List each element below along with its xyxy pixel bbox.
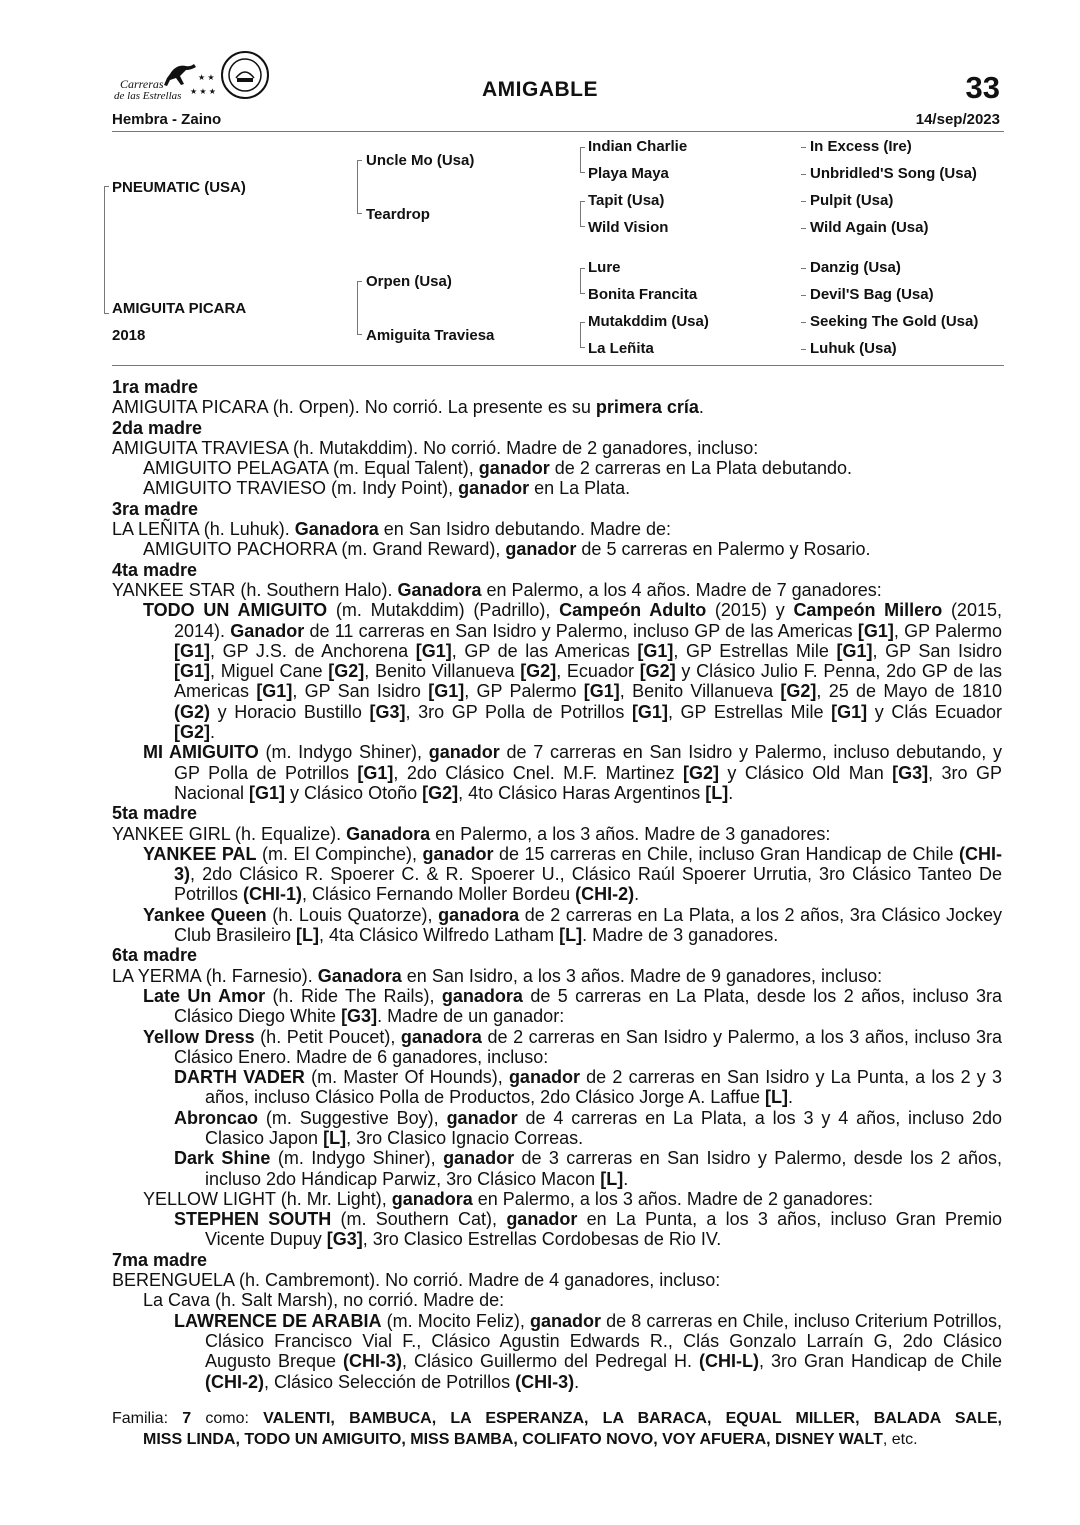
produce-paragraph: LA LEÑITA (h. Luhuk). Ganadora en San Isidro debutando. Madre de: bbox=[112, 519, 671, 540]
produce-paragraph: LA YERMA (h. Farnesio). Ganadora en San Isidro, a los 3 años. Madre de 9 ganadores, incluso: bbox=[112, 965, 883, 986]
svg-text:Carreras: Carreras bbox=[120, 77, 164, 91]
bracket bbox=[580, 172, 585, 173]
dam-heading: 3ra madre bbox=[112, 498, 199, 519]
produce-paragraph: AMIGUITO PACHORRA (m. Grand Reward), ganador de 5 carreras en Palermo y Rosario. bbox=[143, 539, 871, 560]
divider bbox=[112, 365, 1004, 366]
produce-paragraph: YELLOW LIGHT (h. Mr. Light), ganadora en Palermo, a los 3 años. Madre de 2 ganadores: bbox=[143, 1188, 874, 1209]
pedigree-g3: La Leñita bbox=[588, 340, 654, 357]
produce-paragraph: Dark Shine (m. Indygo Shiner), ganador de 3 carreras en San Isidro y Palermo, desde los 2 años, incluso 2do Hándicap Parwiz, 3ro Clásico Macon [L]. bbox=[174, 1148, 1002, 1189]
sale-date: 14/sep/2023 bbox=[915, 111, 1000, 128]
familia-label: Familia: bbox=[112, 1410, 169, 1427]
pedigree-g4: Danzig (Usa) bbox=[810, 259, 901, 276]
divider bbox=[112, 131, 1004, 132]
family-footer bbox=[112, 1408, 1002, 1450]
svg-text:★ ★ ★: ★ ★ ★ bbox=[190, 87, 216, 96]
bracket bbox=[580, 201, 585, 202]
pedigree-g2: Uncle Mo (Usa) bbox=[366, 152, 475, 169]
bracket bbox=[357, 281, 358, 335]
bracket bbox=[801, 295, 806, 296]
bracket bbox=[357, 160, 358, 214]
bracket bbox=[580, 347, 585, 348]
bracket bbox=[357, 334, 362, 335]
bracket bbox=[580, 322, 581, 348]
bracket bbox=[580, 268, 585, 269]
bracket bbox=[580, 226, 585, 227]
dam-name: AMIGUITA PICARA bbox=[112, 300, 247, 317]
bracket bbox=[104, 313, 109, 314]
pedigree-g4: Wild Again (Usa) bbox=[810, 219, 929, 236]
produce-paragraph: AMIGUITA TRAVIESA (h. Mutakddim). No corrió. Madre de 2 ganadores, incluso: bbox=[112, 437, 759, 458]
produce-paragraph: Late Un Amor (h. Ride The Rails), ganadora de 5 carreras en La Plata, desde los 2 años, incluso 3ra Clásico Diego White [G3]. Madre de un ganador: bbox=[143, 985, 1003, 1027]
sex-coat: Hembra - Zaino bbox=[112, 111, 222, 128]
bracket bbox=[580, 322, 585, 323]
dam-heading: 5ta madre bbox=[112, 803, 198, 824]
pedigree-g3: Indian Charlie bbox=[588, 138, 688, 155]
pedigree-g3: Tapit (Usa) bbox=[588, 192, 665, 209]
bracket bbox=[801, 268, 806, 269]
dam-heading: 6ta madre bbox=[112, 945, 198, 966]
familia-como: como: bbox=[205, 1410, 249, 1427]
produce-paragraph: Yellow Dress (h. Petit Poucet), ganadora de 2 carreras en San Isidro y Palermo, a los 3 años, incluso 3ra Clásico Enero. Madre de 6 ganadores, incluso: bbox=[143, 1026, 1003, 1067]
produce-paragraph: DARTH VADER (m. Master Of Hounds), ganador de 2 carreras en San Isidro y La Punta, a los 2 y 3 años, incluso Clásico Polla de Productos, 2do Clásico Jorge A. Laffue [L]. bbox=[174, 1067, 1003, 1108]
pedigree-g3: Bonita Francita bbox=[588, 286, 698, 303]
bracket bbox=[801, 201, 806, 202]
produce-paragraph: AMIGUITA PICARA (h. Orpen). No corrió. La presente es su primera cría. bbox=[112, 397, 704, 418]
dam-heading: 7ma madre bbox=[112, 1249, 208, 1270]
familia-names-1: VALENTI, BAMBUCA, LA ESPERANZA, LA BARACA, EQUAL MILLER, BALADA SALE, bbox=[263, 1410, 1002, 1427]
produce-paragraph: BERENGUELA (h. Cambremont). No corrió. Madre de 4 ganadores, incluso: bbox=[112, 1270, 721, 1291]
bracket bbox=[104, 186, 105, 314]
bracket bbox=[357, 281, 362, 282]
pedigree-g4: Luhuk (Usa) bbox=[810, 340, 897, 357]
svg-text:★ ★: ★ ★ bbox=[198, 73, 215, 82]
bracket bbox=[801, 174, 806, 175]
pedigree-g3: Lure bbox=[588, 259, 621, 276]
familia-number: 7 bbox=[182, 1410, 192, 1427]
bracket bbox=[580, 293, 585, 294]
produce-paragraph: LAWRENCE DE ARABIA (m. Mocito Feliz), ganador de 8 carreras en Chile, incluso Criterium Potrillos, Clásico Francisco Vial F., Clásico Agustin Edwards R., Clás Gonzalo Larraín G, 2do Clásico Augusto Breque (CHI-3), Clásico Guillermo del Pedregal H. (CHI-L), 3ro Gran Handicap de Chile (CHI-2), Clásico Selección de Potrillos (CHI-3). bbox=[174, 1310, 1002, 1392]
bracket bbox=[801, 349, 806, 350]
produce-paragraph: AMIGUITO PELAGATA (m. Equal Talent), ganador de 2 carreras en La Plata debutando. bbox=[143, 458, 853, 479]
dam-heading: 1ra madre bbox=[112, 377, 199, 397]
familia-names-2: MISS LINDA, TODO UN AMIGUITO, MISS BAMBA, COLIFATO NOVO, VOY AFUERA, DISNEY WALT bbox=[143, 1431, 883, 1448]
produce-paragraph: YANKEE STAR (h. Southern Halo). Ganadora en Palermo, a los 4 años. Madre de 7 ganadores: bbox=[112, 579, 882, 600]
bracket bbox=[580, 147, 585, 148]
bracket bbox=[357, 160, 362, 161]
lot-number: 33 bbox=[965, 70, 1000, 105]
horse-name: AMIGABLE bbox=[482, 78, 598, 101]
pedigree-g4: In Excess (Ire) bbox=[810, 138, 912, 155]
bracket bbox=[801, 322, 806, 323]
pedigree-g4: Pulpit (Usa) bbox=[810, 192, 894, 209]
pedigree-g2: Teardrop bbox=[366, 206, 430, 223]
pedigree-g4: Devil'S Bag (Usa) bbox=[810, 286, 934, 303]
produce-paragraph: AMIGUITO TRAVIESO (m. Indy Point), ganador en La Plata. bbox=[143, 478, 631, 499]
produce-paragraph: YANKEE GIRL (h. Equalize). Ganadora en Palermo, a los 3 años. Madre de 3 ganadores: bbox=[112, 823, 831, 844]
pedigree-g3: Wild Vision bbox=[588, 219, 669, 236]
produce-paragraph: TODO UN AMIGUITO (m. Mutakddim) (Padrillo), Campeón Adulto (2015) y Campeón Millero (2015, 2014). Ganador de 11 carreras en San Isidro y Palermo, incluso GP de las Americas [G1], GP Palermo [G1], GP J.S. de Anchorena [G1], GP de las Americas [G1], GP Estrellas Mile [G1], GP San Isidro [G1], Miguel Cane [G2], Benito Villanueva [G2], Ecuador [G2] y Clásico Julio F. Penna, 2do GP de las Americas [G1], GP San Isidro [G1], GP Palermo [G1], Benito Villanueva [G2], 25 de Mayo de 1810 (G2) y Horacio Bustillo [G3], 3ro GP Polla de Potrillos [G1], GP Estrellas Mile [G1] y Clás Ecuador [G2]. bbox=[143, 600, 1003, 743]
bracket bbox=[357, 213, 362, 214]
pedigree-g4: Unbridled'S Song (Usa) bbox=[810, 165, 977, 182]
pedigree-g4: Seeking The Gold (Usa) bbox=[810, 313, 979, 330]
pedigree-g2: Orpen (Usa) bbox=[366, 273, 452, 290]
produce-paragraph: MI AMIGUITO (m. Indygo Shiner), ganador de 7 carreras en San Isidro y Palermo, incluso debutando, y GP Polla de Potrillos [G1], 2do Clásico Cnel. M.F. Martinez [G2] y Clásico Old Man [G3], 3ro GP Nacional [G1] y Clásico Otoño [G2], 4to Clásico Haras Argentinos [L]. bbox=[143, 742, 1002, 803]
bracket bbox=[801, 147, 806, 148]
familia-etc: , etc. bbox=[882, 1431, 918, 1448]
produce-record bbox=[112, 377, 1002, 1392]
pedigree-g2: Amiguita Traviesa bbox=[366, 327, 495, 344]
pedigree-g3: Mutakddim (Usa) bbox=[588, 313, 709, 330]
produce-paragraph: Abroncao (m. Suggestive Boy), ganador de 4 carreras en La Plata, a los 3 y 4 años, incluso 2do Clasico Japon [L], 3ro Clasico Ignacio Correas. bbox=[174, 1107, 1002, 1148]
bracket bbox=[580, 268, 581, 294]
produce-paragraph: La Cava (h. Salt Marsh), no corrió. Madre de: bbox=[143, 1290, 505, 1311]
sire-name: PNEUMATIC (USA) bbox=[112, 179, 246, 196]
produce-paragraph: STEPHEN SOUTH (m. Southern Cat), ganador en La Punta, a los 3 años, incluso Gran Premio Vicente Dupuy [G3], 3ro Clasico Estrellas Cordobesas de Rio IV. bbox=[174, 1209, 1002, 1250]
dam-heading: 4ta madre bbox=[112, 559, 198, 580]
svg-text:de las Estrellas: de las Estrellas bbox=[114, 90, 182, 102]
bracket bbox=[801, 228, 806, 229]
pedigree-g3: Playa Maya bbox=[588, 165, 669, 182]
produce-paragraph: Yankee Queen (h. Louis Quatorze), ganadora de 2 carreras en La Plata, a los 2 años, 3ra Clásico Jockey Club Brasileiro [L], 4ta Clásico Wilfredo Latham [L]. Madre de 3 ganadores. bbox=[143, 904, 1002, 946]
bracket bbox=[580, 147, 581, 173]
foaling-year: 2018 bbox=[112, 327, 146, 344]
dam-heading: 2da madre bbox=[112, 417, 203, 438]
bracket bbox=[104, 186, 109, 187]
produce-paragraph: YANKEE PAL (m. El Compinche), ganador de 15 carreras en Chile, incluso Gran Handicap de Chile (CHI-3), 2do Clásico R. Spoerer C. & R. Spoerer U., Clásico Raúl Spoerer Urrutia, 3ro Clásico Tanteo De Potrillos (CHI-1), Clásico Fernando Moller Bordeu (CHI-2). bbox=[143, 843, 1002, 905]
bracket bbox=[580, 201, 581, 227]
